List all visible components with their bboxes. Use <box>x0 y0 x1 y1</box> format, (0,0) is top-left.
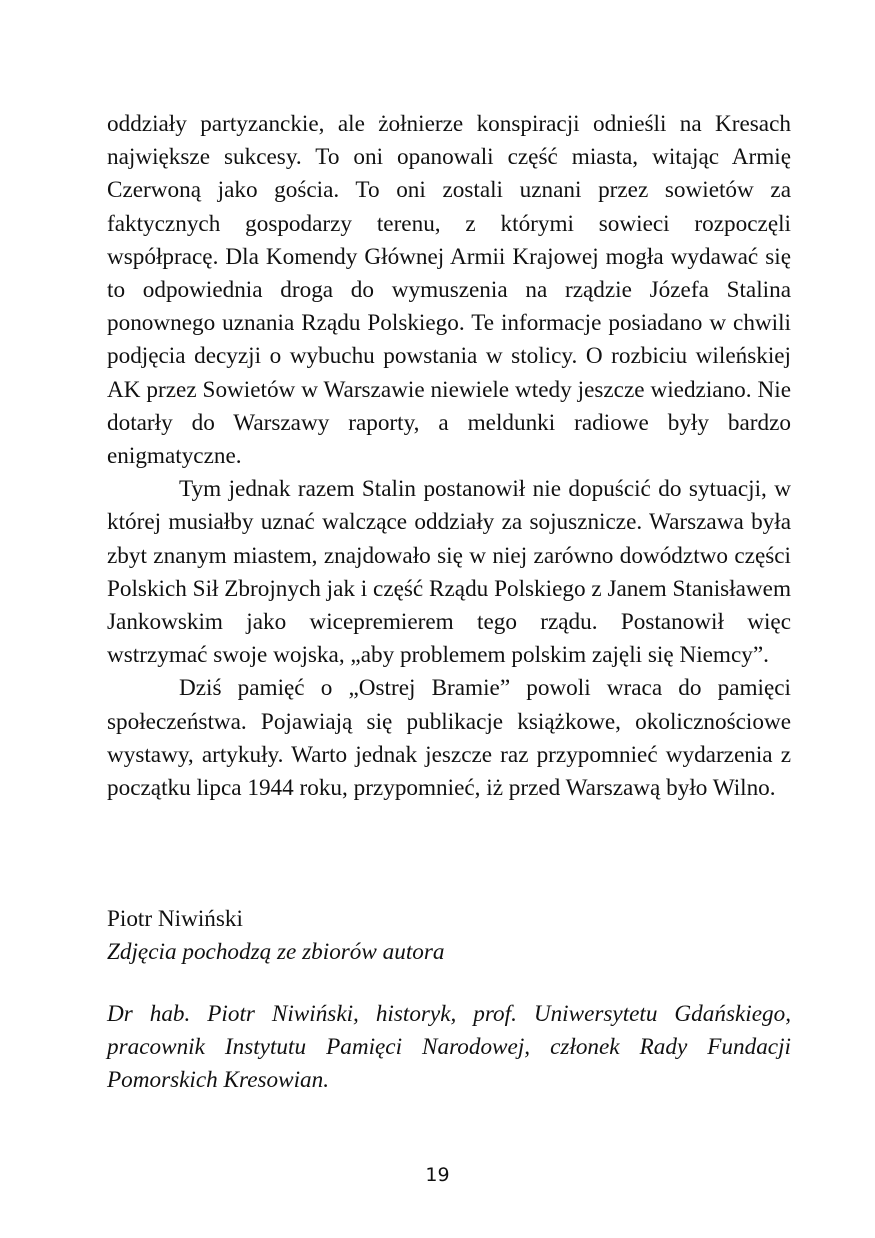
paragraph-2: Tym jednak razem Stalin postanowił nie dopuścić do sytuacji, w której musiałby uznać walczące oddziały za sojusznicze. Warszawa była zbyt znanym miastem, znajdowało się w niej zarówno dowództwo części Polskich Sił Zbrojnych jak i część Rządu Polskiego z Janem Stanisławem Jankowskim jako wicepremierem tego rządu. Postanowił więc wstrzymać swoje wojska, „aby problemem polskim zajęli się Niemcy”. <box>107 476 791 669</box>
photo-credit: Zdjęcia pochodzą ze zbiorów autora <box>107 939 445 966</box>
author-block <box>107 903 791 969</box>
page-number: 19 <box>425 1164 450 1186</box>
paragraph-1: oddziały partyzanckie, ale żołnierze konspiracji odnieśli na Kresach największe sukcesy. To oni opanowali część miasta, witając Armię Czerwoną jako gościa. To oni zostali uznani przez sowietów za faktycznych gospodarzy terenu, z którymi sowieci rozpoczęli współpracę. Dla Komendy Głównej Armii Krajowej mogła wydawać się to odpowiednia droga do wymuszenia na rządzie Józefa Stalina ponownego uznania Rządu Polskiego. Te informacje posiadano w chwili podjęcia decyzji o wybuchu powstania w stolicy. O rozbiciu wileńskiej AK przez Sowietów w Warszawie niewiele wtedy jeszcze wiedziano. Nie dotarły do Warszawy raporty, a meldunki radiowe były bardzo enigmatyczne. <box>107 111 791 470</box>
author-bio: Dr hab. Piotr Niwiński, historyk, prof. Uniwersytetu Gdańskiego, pracownik Instytutu Pamięci Narodowej, członek Rady Fundacji Pomorskich Kresowian. <box>107 1001 791 1094</box>
article-body <box>107 108 791 805</box>
author-name: Piotr Niwiński <box>107 906 243 932</box>
paragraph-3: Dziś pamięć o „Ostrej Bramie” powoli wraca do pamięci społeczeństwa. Pojawiają się publikacje książkowe, okolicznościowe wystawy, artykuły. Warto jednak jeszcze raz przypomnieć wydarzenia z początku lipca 1944 roku, przypomnieć, iż przed Warszawą było Wilno. <box>107 675 791 802</box>
